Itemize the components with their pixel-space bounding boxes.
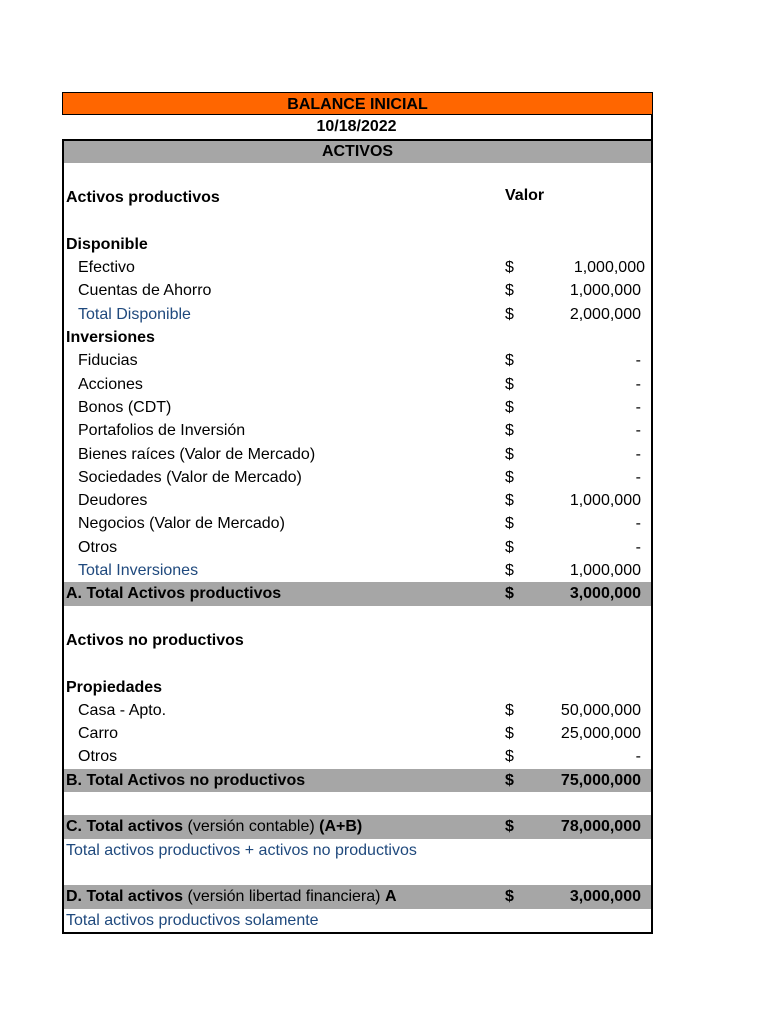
- heading-productivos: Activos productivos: [66, 189, 220, 207]
- total-row-a: [64, 582, 651, 605]
- total-amount: 3,000,000: [569, 888, 641, 906]
- row-currency: $: [505, 282, 514, 300]
- row-label: Otros: [78, 748, 118, 766]
- table-row: [64, 466, 651, 489]
- heading-inversiones: Inversiones: [66, 329, 155, 347]
- table-row: [64, 722, 651, 745]
- row-amount: 1,000,000: [569, 492, 641, 510]
- row-amount: 25,000,000: [560, 725, 641, 743]
- sheet-date: 10/18/2022: [62, 115, 653, 139]
- row-currency: $: [505, 701, 514, 719]
- note-row-d: [64, 909, 651, 932]
- total-label: [66, 885, 397, 908]
- row-label: Sociedades (Valor de Mercado): [78, 468, 302, 486]
- total-label-normal: (versión libertad financiera): [183, 888, 385, 906]
- row-currency: $: [505, 259, 514, 277]
- table-row: [64, 745, 651, 768]
- heading-row-disponible: [64, 233, 651, 256]
- row-currency: $: [505, 398, 514, 416]
- total-label-suffix: A: [384, 888, 397, 906]
- row-label: Efectivo: [78, 259, 135, 277]
- row-label: Bienes raíces (Valor de Mercado): [78, 445, 316, 463]
- row-currency: $: [505, 422, 514, 440]
- row-currency: $: [505, 375, 514, 393]
- table-row: [64, 349, 651, 372]
- total-label-bold: C. Total activos: [66, 818, 184, 836]
- row-label: Deudores: [78, 492, 148, 510]
- table-row: [64, 419, 651, 442]
- row-amount: -: [635, 748, 641, 766]
- row-currency: $: [505, 492, 514, 510]
- row-label: Acciones: [78, 375, 143, 393]
- table-row: [64, 512, 651, 535]
- row-currency: $: [505, 445, 514, 463]
- row-amount: 1,000,000: [569, 282, 641, 300]
- row-label: Fiducias: [78, 352, 138, 370]
- row-currency: $: [505, 585, 514, 603]
- total-amount: 3,000,000: [569, 585, 641, 603]
- section-header-activos: ACTIVOS: [64, 139, 651, 163]
- row-currency: $: [505, 305, 514, 323]
- table-row: [64, 373, 651, 396]
- row-currency: $: [505, 562, 514, 580]
- total-note: Total activos productivos solamente: [66, 911, 319, 929]
- table-row: [64, 489, 651, 512]
- total-label: A. Total Activos productivos: [66, 585, 282, 603]
- subtotal-row-inversiones: [64, 559, 651, 582]
- row-currency: $: [505, 888, 514, 906]
- row-label: Negocios (Valor de Mercado): [78, 515, 285, 533]
- heading-disponible: Disponible: [66, 235, 148, 253]
- total-label: [66, 815, 362, 838]
- total-row-b: [64, 769, 651, 792]
- table-row: [64, 279, 651, 302]
- subtotal-label: Total Inversiones: [78, 562, 199, 580]
- row-amount: -: [635, 398, 641, 416]
- row-currency: $: [505, 468, 514, 486]
- total-note: Total activos productivos + activos no productivos: [66, 841, 417, 859]
- row-currency: $: [505, 352, 514, 370]
- row-amount: -: [635, 468, 641, 486]
- table-row: [64, 256, 651, 279]
- row-currency: $: [505, 538, 514, 556]
- total-row-d: [64, 885, 651, 908]
- note-row-c: [64, 839, 651, 862]
- total-label-suffix: (A+B): [319, 818, 363, 836]
- row-currency: $: [505, 771, 514, 789]
- heading-row-inversiones: [64, 326, 651, 349]
- subtotal-label: Total Disponible: [78, 305, 191, 323]
- row-amount: -: [635, 375, 641, 393]
- row-currency: $: [505, 725, 514, 743]
- row-currency: $: [505, 748, 514, 766]
- balance-sheet: [62, 92, 653, 934]
- total-row-c: [64, 815, 651, 838]
- subtotal-row-disponible: [64, 303, 651, 326]
- heading-no-productivos: Activos no productivos: [66, 631, 244, 649]
- row-label: Carro: [78, 725, 119, 743]
- sheet-title: BALANCE INICIAL: [62, 92, 653, 115]
- table-row: [64, 699, 651, 722]
- row-currency: $: [505, 515, 514, 533]
- total-amount: 78,000,000: [560, 818, 641, 836]
- row-amount: -: [635, 445, 641, 463]
- table-row: [64, 443, 651, 466]
- row-amount: 50,000,000: [560, 701, 641, 719]
- subtotal-amount: 1,000,000: [569, 562, 641, 580]
- total-label-bold: D. Total activos: [66, 888, 184, 906]
- heading-row-no-productivos: [64, 629, 651, 652]
- row-amount: 1,000,000: [573, 259, 645, 277]
- subtotal-amount: 2,000,000: [569, 305, 641, 323]
- heading-propiedades: Propiedades: [66, 678, 163, 696]
- row-label: Otros: [78, 538, 118, 556]
- heading-row-productivos: [64, 186, 651, 209]
- row-amount: -: [635, 422, 641, 440]
- total-label: B. Total Activos no productivos: [66, 771, 306, 789]
- row-label: Portafolios de Inversión: [78, 422, 246, 440]
- total-amount: 75,000,000: [560, 771, 641, 789]
- row-label: Cuentas de Ahorro: [78, 282, 212, 300]
- row-amount: -: [635, 538, 641, 556]
- row-currency: $: [505, 818, 514, 836]
- row-label: Bonos (CDT): [78, 398, 172, 416]
- table-row: [64, 536, 651, 559]
- row-label: Casa - Apto.: [78, 701, 167, 719]
- row-amount: -: [635, 352, 641, 370]
- value-column-header: Valor: [505, 187, 545, 205]
- assets-table: [62, 139, 653, 934]
- heading-row-propiedades: [64, 676, 651, 699]
- row-amount: -: [635, 515, 641, 533]
- total-label-normal: (versión contable): [183, 818, 320, 836]
- table-row: [64, 396, 651, 419]
